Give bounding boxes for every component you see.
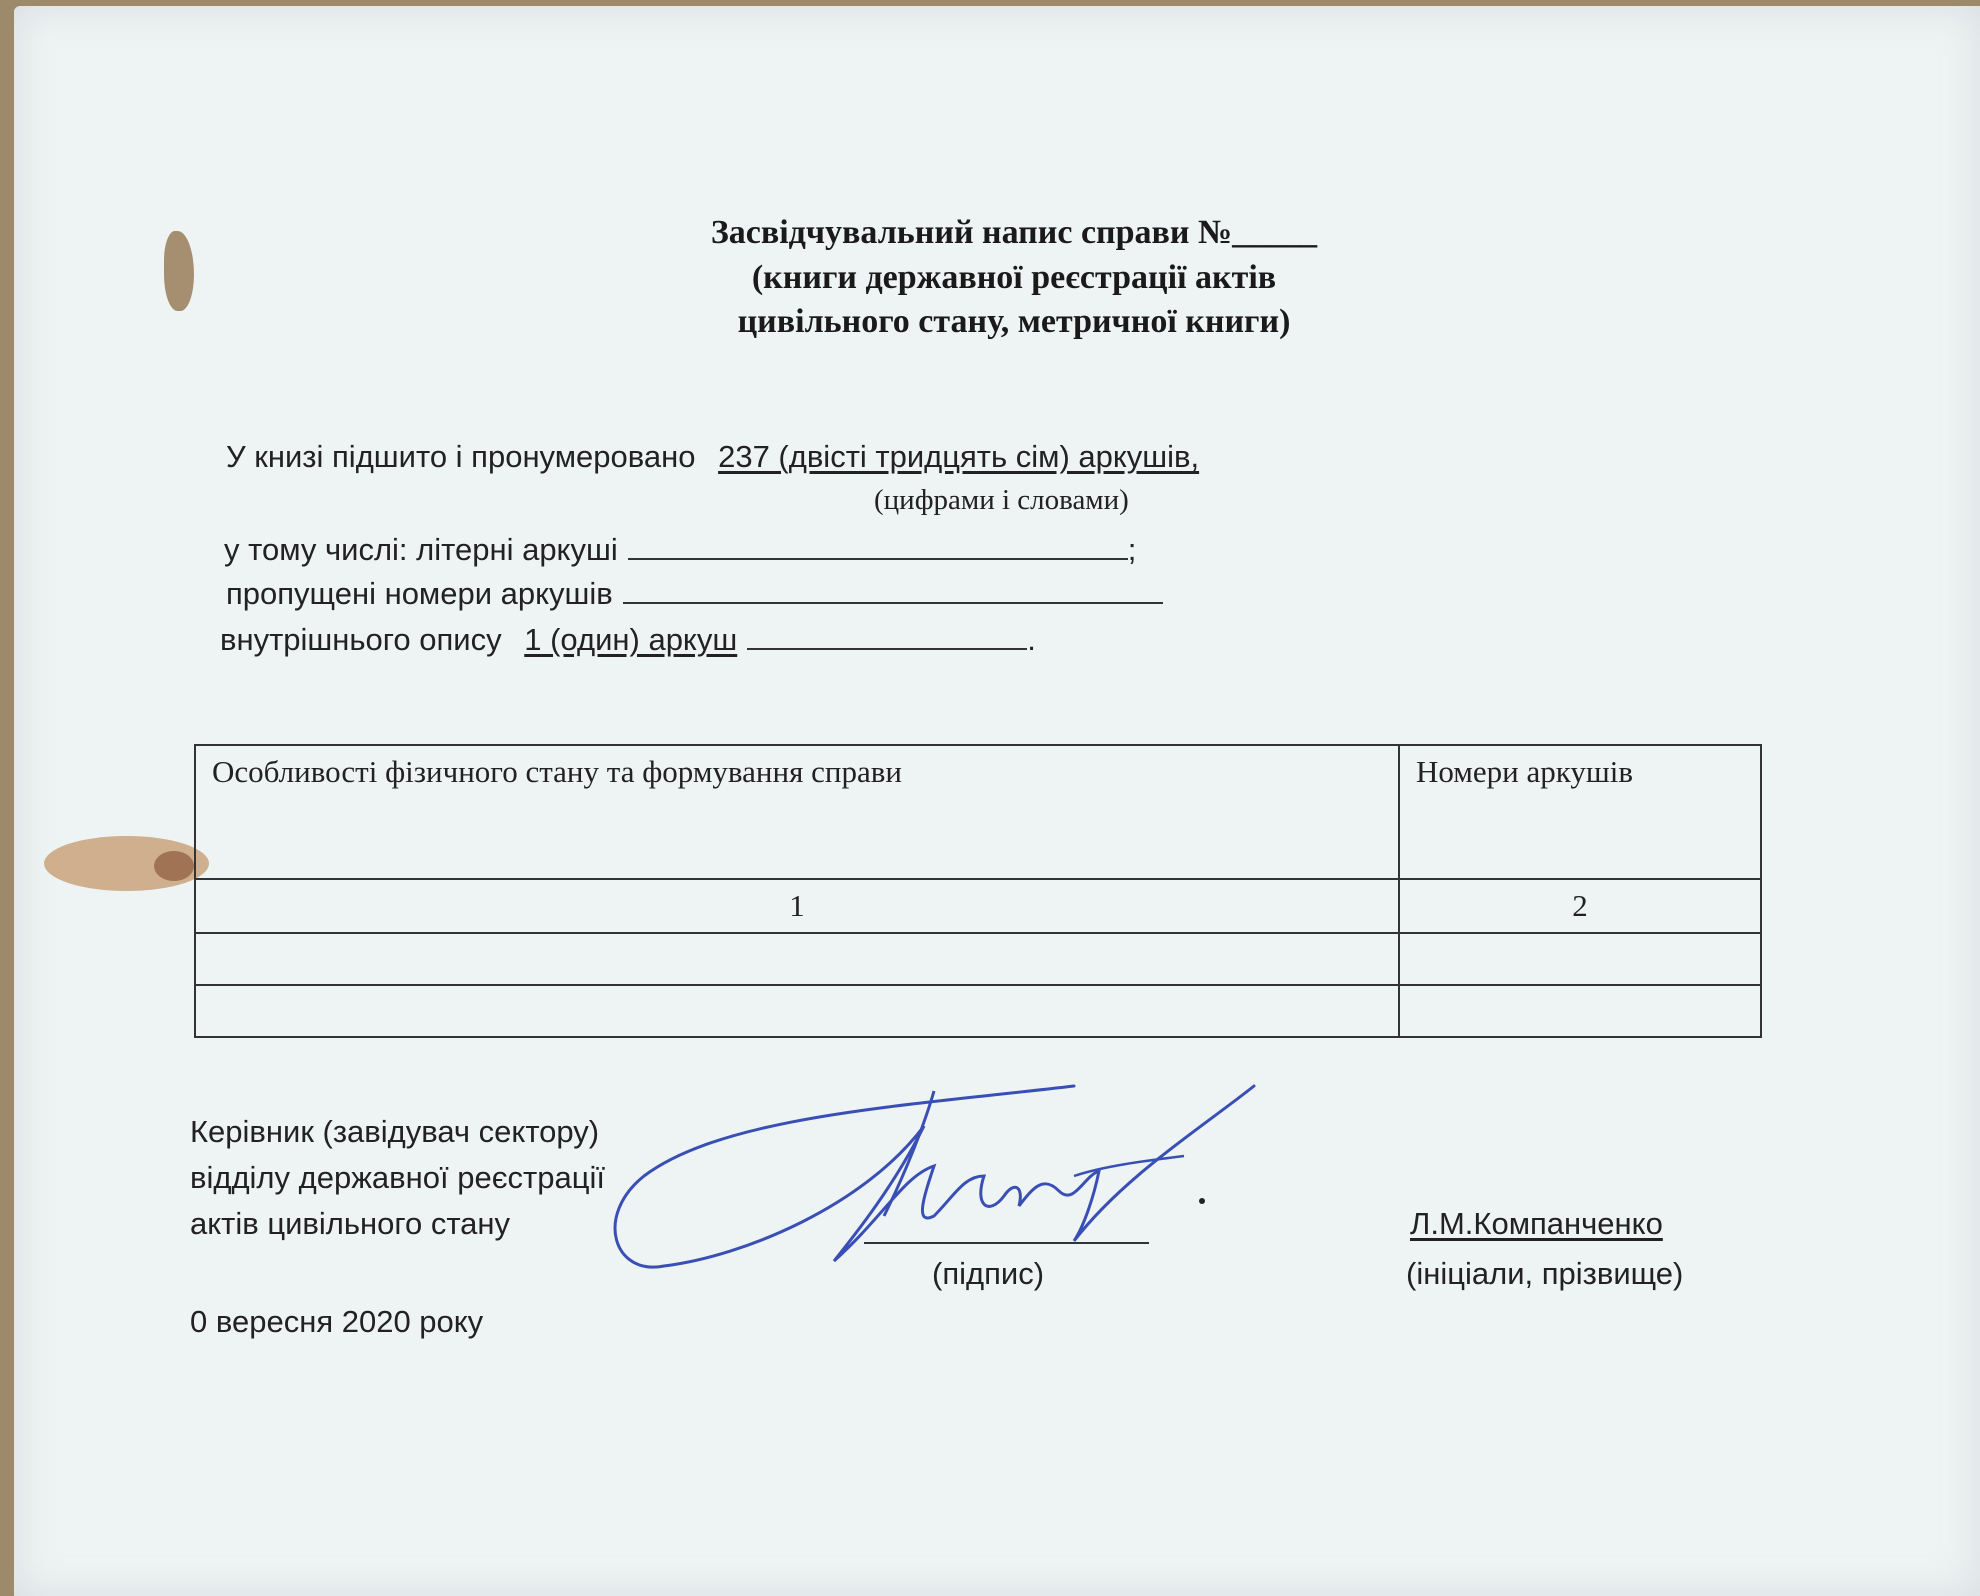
heading-line-3: цивільного стану, метричної книги) — [737, 303, 1291, 340]
table-header-col2: Номери аркушів — [1399, 745, 1761, 879]
sheets-value: 237 (двісті тридцять сім) аркушів, — [718, 439, 1200, 474]
table-cell — [195, 933, 1399, 985]
inventory-label: внутрішнього опису — [220, 622, 502, 657]
document-page — [14, 6, 1980, 1596]
signer-name-caption: (ініціали, прізвище) — [1406, 1256, 1684, 1291]
heading-line-2: (книги державної реєстрації актів — [751, 259, 1277, 296]
position-line-2: відділу державної реєстрації — [190, 1160, 605, 1195]
letter-sheets-blank — [628, 530, 1128, 560]
signature-line — [864, 1242, 1149, 1244]
skipped-label: пропущені номери аркушів — [226, 576, 613, 611]
physical-state-table — [194, 744, 1762, 1038]
table-number-row — [195, 879, 1761, 933]
table-cell — [1399, 985, 1761, 1037]
inventory-end: . — [1027, 622, 1036, 657]
paper-stain-dark — [154, 851, 194, 881]
inventory-blank — [747, 620, 1027, 650]
table-header-row — [195, 745, 1761, 879]
table-row — [195, 985, 1761, 1037]
table-number-col1: 1 — [195, 879, 1399, 933]
inventory-value: 1 (один) аркуш — [524, 622, 738, 657]
date-line: 0 вересня 2020 року — [190, 1304, 484, 1339]
sheets-caption: (цифрами і словами) — [874, 484, 1129, 516]
position-line-1: Керівник (завідувач сектору) — [190, 1114, 600, 1149]
position-line-3: актів цивільного стану — [190, 1206, 511, 1241]
paper-hole — [164, 231, 194, 311]
skipped-line — [226, 574, 1163, 612]
table-header-col1: Особливості фізичного стану та формування справи — [195, 745, 1399, 879]
signature-caption: (підпис) — [932, 1256, 1045, 1291]
letter-sheets-end: ; — [1127, 532, 1137, 567]
table-row — [195, 933, 1761, 985]
sheets-line — [226, 439, 1199, 475]
skipped-blank — [623, 574, 1163, 604]
letter-sheets-line — [224, 530, 1136, 568]
inventory-line — [220, 620, 1036, 658]
heading-line-1: Засвідчувальний напис справи №_____ — [710, 214, 1318, 251]
table-cell — [195, 985, 1399, 1037]
signer-name: Л.М.Компанченко — [1410, 1206, 1663, 1241]
letter-sheets-label: у тому числі: літерні аркуші — [224, 532, 618, 567]
table-cell — [1399, 933, 1761, 985]
sheets-prefix: У книзі підшито і пронумеровано — [226, 439, 696, 474]
table-number-col2: 2 — [1399, 879, 1761, 933]
